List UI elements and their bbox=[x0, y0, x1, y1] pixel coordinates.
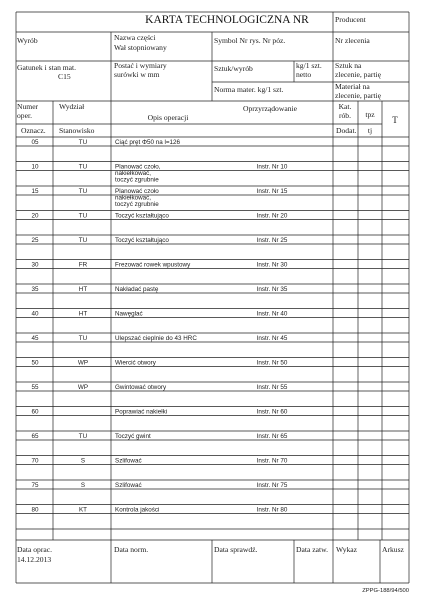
op-department: TU bbox=[78, 163, 88, 171]
form-label-line1: Postać i wymiary bbox=[114, 61, 167, 70]
op-tooling: Instr. Nr 10 bbox=[256, 163, 288, 171]
op-description: Wiercić otwory bbox=[115, 359, 156, 367]
op-tooling: Instr. Nr 20 bbox=[256, 212, 288, 220]
order-number-label: Nr zlecenia bbox=[335, 36, 370, 45]
op-description: Toczyć kształtująco bbox=[115, 212, 169, 220]
op-description: Nawęglać bbox=[115, 310, 143, 318]
op-department: TU bbox=[78, 212, 88, 220]
op-description: Frezować rowek wpustowy bbox=[115, 261, 191, 269]
op-tooling: Instr. Nr 30 bbox=[256, 261, 288, 269]
op-number: 55 bbox=[31, 384, 39, 391]
pieces-per-product-label: Sztuk/wyrób bbox=[214, 64, 253, 73]
op-tooling: Instr. Nr 65 bbox=[256, 433, 288, 440]
op-tooling: Instr. Nr 70 bbox=[256, 457, 288, 465]
op-tooling: Instr. Nr 80 bbox=[256, 506, 288, 514]
col-designation: Oznacz. bbox=[21, 126, 46, 135]
op-department: KT bbox=[78, 506, 88, 514]
op-description: Toczyć kształtująco bbox=[115, 237, 169, 244]
symbol-label: Symbol Nr rys. Nr póz. bbox=[214, 36, 286, 45]
op-department: FR bbox=[78, 261, 88, 269]
op-number: 15 bbox=[31, 188, 39, 195]
op-description: Gwintować otwory bbox=[115, 384, 167, 391]
op-tooling: Instr. Nr 45 bbox=[256, 335, 288, 342]
producer-label: Producent bbox=[335, 15, 366, 24]
card-title: KARTA TECHNOLOGICZNA NR bbox=[145, 14, 309, 26]
form-label-line2: surówki w mm bbox=[114, 70, 160, 79]
op-description: nakiełkować, bbox=[115, 194, 152, 202]
col-department: Wydział bbox=[59, 102, 85, 111]
grade-label: Gatunek i stan mat. bbox=[17, 63, 77, 72]
col-extra: Dodat. bbox=[336, 126, 357, 135]
kg-net-label-line2: netto bbox=[296, 70, 312, 79]
op-description: Poprawiać nakiełki bbox=[115, 408, 168, 416]
op-description: Kontrola jakości bbox=[115, 506, 160, 514]
pieces-order-label-line1: Sztuk na bbox=[335, 61, 362, 70]
op-tooling: Instr. Nr 50 bbox=[256, 359, 288, 367]
col-category-line2: rób. bbox=[338, 111, 352, 120]
op-department: WP bbox=[77, 384, 89, 391]
op-description: Planować czoło bbox=[115, 188, 159, 195]
op-tooling: Instr. Nr 25 bbox=[256, 237, 288, 244]
op-description: Nakładać pastę bbox=[115, 286, 159, 293]
product-label: Wyrób bbox=[17, 36, 38, 45]
col-operation-description: Opis operacji bbox=[147, 113, 189, 122]
material-order-label-line2: zlecenie, partię bbox=[335, 91, 381, 100]
op-description: Ulepszać cieplnie do 43 HRC bbox=[115, 335, 197, 342]
op-tooling: Instr. Nr 15 bbox=[256, 188, 288, 195]
col-tooling: Oprzyrządowanie bbox=[243, 104, 297, 113]
op-number: 70 bbox=[31, 457, 39, 465]
op-description: Ciąć pręt Φ50 na l=126 bbox=[115, 139, 181, 146]
op-department: S bbox=[80, 457, 86, 465]
op-number: 60 bbox=[31, 408, 39, 416]
op-department: WP bbox=[77, 359, 89, 367]
op-department: TU bbox=[78, 237, 88, 244]
op-description: toczyć zgrubnie bbox=[115, 176, 159, 184]
op-number: 20 bbox=[31, 212, 39, 220]
col-tj: tj bbox=[367, 126, 373, 135]
op-tooling: Instr. Nr 35 bbox=[256, 286, 288, 293]
op-department: TU bbox=[78, 139, 88, 146]
material-order-label-line1: Materiał na bbox=[335, 82, 370, 91]
material-norm-label: Norma mater. kg/1 szt. bbox=[214, 85, 284, 94]
op-tooling: Instr. Nr 60 bbox=[256, 408, 288, 416]
op-description: toczyć zgrubnie bbox=[115, 200, 159, 208]
op-number: 80 bbox=[31, 506, 39, 514]
op-tooling: Instr. Nr 55 bbox=[256, 384, 288, 391]
norm-date-label: Data norm. bbox=[114, 545, 149, 554]
approved-date-label: Data zatw. bbox=[296, 545, 328, 554]
op-number: 40 bbox=[31, 310, 39, 318]
prepared-date-label: Data oprac. bbox=[17, 545, 52, 554]
op-number: 30 bbox=[31, 261, 39, 269]
op-number: 10 bbox=[31, 163, 39, 171]
part-name-value: Wał stopniowany bbox=[114, 43, 167, 52]
prepared-date-value: 14.12.2013 bbox=[17, 555, 52, 564]
kg-net-label-line1: kg/1 szt. bbox=[296, 61, 322, 70]
op-department: HT bbox=[78, 310, 88, 318]
op-department: TU bbox=[78, 433, 88, 440]
op-description: Szlifować bbox=[115, 457, 142, 465]
op-tooling: Instr. Nr 40 bbox=[256, 310, 288, 318]
op-number: 75 bbox=[31, 482, 39, 489]
checked-date-label: Data sprawdź. bbox=[214, 545, 258, 554]
col-t: T bbox=[392, 115, 398, 125]
sheet-label: Arkusz bbox=[382, 545, 404, 554]
grade-value: C15 bbox=[58, 72, 71, 81]
op-description: nakiełkować, bbox=[115, 169, 152, 177]
op-number: 65 bbox=[31, 433, 39, 440]
form-code: ZPPG-188/94/500 bbox=[362, 588, 409, 594]
col-category-line1: Kat. bbox=[338, 102, 352, 111]
op-number: 35 bbox=[31, 286, 39, 293]
col-op-number-line2: oper. bbox=[17, 111, 32, 120]
op-number: 25 bbox=[31, 237, 39, 244]
col-tpz: tpz bbox=[365, 110, 375, 119]
col-station: Stanowisko bbox=[59, 126, 95, 135]
col-op-number-line1: Numer bbox=[17, 102, 39, 111]
copy-list-label: Wykaz bbox=[336, 545, 358, 554]
op-description: Toczyć gwint bbox=[115, 433, 151, 440]
part-name-label: Nazwa części bbox=[114, 33, 156, 42]
op-description: Planować czoło, bbox=[115, 163, 161, 171]
op-department: TU bbox=[78, 188, 88, 195]
op-tooling: Instr. Nr 75 bbox=[256, 482, 288, 489]
op-department: TU bbox=[78, 335, 88, 342]
op-number: 45 bbox=[31, 335, 39, 342]
pieces-order-label-line2: zlecenie, partię bbox=[335, 70, 381, 79]
op-department: S bbox=[80, 482, 86, 489]
op-number: 05 bbox=[31, 139, 39, 146]
op-number: 50 bbox=[31, 359, 39, 367]
op-department: HT bbox=[78, 286, 88, 293]
op-description: Szlifować bbox=[115, 482, 142, 489]
